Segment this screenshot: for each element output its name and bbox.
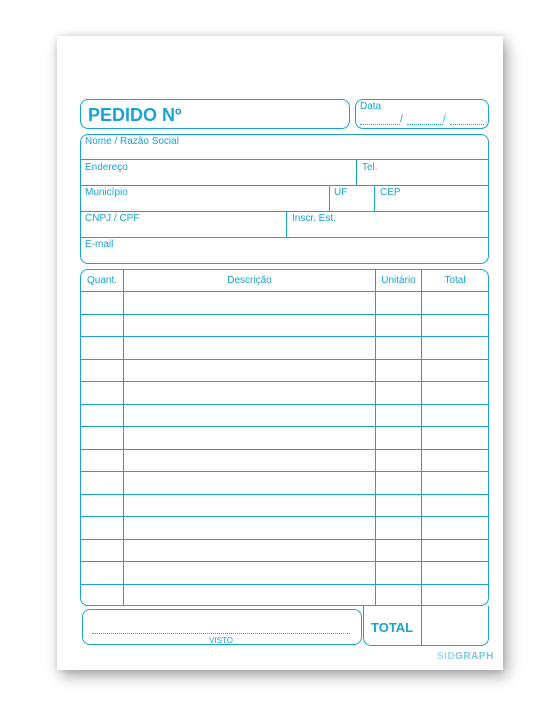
header-total: Total bbox=[444, 275, 466, 286]
items-table bbox=[80, 269, 489, 606]
total-divider bbox=[421, 606, 422, 645]
state-zip-divider bbox=[374, 185, 375, 211]
brand-logo bbox=[437, 651, 494, 662]
table-row bbox=[81, 539, 488, 540]
total-label: TOTAL bbox=[371, 620, 414, 635]
brand-part1: SID bbox=[437, 651, 456, 662]
col-divider-qty bbox=[123, 270, 124, 605]
table-row bbox=[81, 449, 488, 450]
client-divider-3 bbox=[81, 211, 488, 212]
header-description: Descrição bbox=[227, 275, 272, 286]
client-info-block bbox=[80, 134, 489, 264]
name-label: Nome / Razão Social bbox=[85, 136, 179, 147]
taxid-label: CNPJ / CPF bbox=[85, 213, 140, 224]
table-row bbox=[81, 516, 488, 517]
date-year-line bbox=[450, 124, 484, 125]
table-row bbox=[81, 291, 488, 292]
col-divider-unit bbox=[421, 270, 422, 605]
city-label: Município bbox=[85, 187, 128, 198]
date-day-line bbox=[360, 124, 400, 125]
address-label: Endereço bbox=[85, 162, 128, 173]
zip-label: CEP bbox=[380, 187, 401, 198]
header-quantity: Quant. bbox=[86, 275, 118, 286]
date-label: Data bbox=[360, 101, 382, 112]
client-divider-1 bbox=[81, 159, 488, 160]
table-row bbox=[81, 381, 488, 382]
table-row bbox=[81, 426, 488, 427]
city-state-divider bbox=[329, 185, 330, 211]
visto-signature-line bbox=[92, 633, 350, 634]
state-reg-label: Inscr. Est. bbox=[292, 213, 336, 224]
state-label: UF bbox=[334, 187, 348, 198]
date-month-line bbox=[407, 124, 443, 125]
table-row bbox=[81, 336, 488, 337]
table-row bbox=[81, 584, 488, 585]
client-divider-2 bbox=[81, 185, 488, 186]
table-row bbox=[81, 359, 488, 360]
header-unit-price: Unitário bbox=[381, 275, 416, 286]
client-divider-4 bbox=[81, 237, 488, 238]
phone-label: Tel. bbox=[362, 162, 378, 173]
table-row bbox=[81, 494, 488, 495]
address-phone-divider bbox=[356, 159, 357, 185]
brand-part2: GRAPH bbox=[455, 651, 494, 662]
taxid-statereg-divider bbox=[286, 211, 287, 237]
table-row bbox=[81, 404, 488, 405]
table-row bbox=[81, 561, 488, 562]
date-separator-1: / bbox=[400, 114, 403, 125]
visto-label: VISTO bbox=[209, 636, 233, 645]
date-separator-2: / bbox=[443, 114, 446, 125]
table-row bbox=[81, 471, 488, 472]
order-form-sheet bbox=[57, 36, 503, 670]
col-divider-desc bbox=[375, 270, 376, 605]
email-label: E-mail bbox=[85, 239, 114, 250]
form-title: PEDIDO Nº bbox=[88, 105, 182, 125]
table-row bbox=[81, 314, 488, 315]
